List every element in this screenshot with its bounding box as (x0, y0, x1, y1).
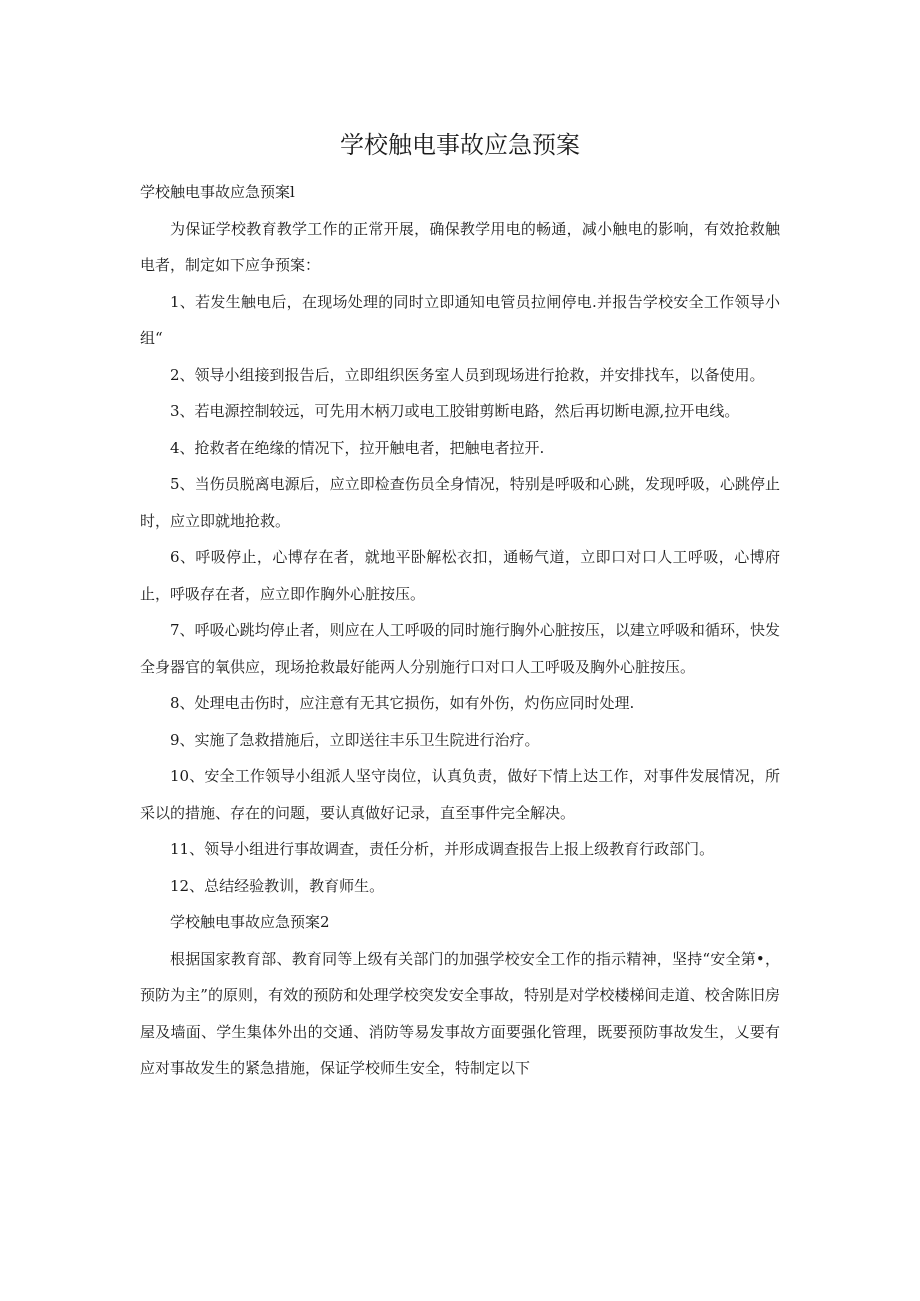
list-item-6: 6、呼吸停止，心博存在者，就地平卧解松衣扣，通畅气道，立即口对口人工呼吸，心博府止，呼吸存在者，应立即作胸外心脏按压。 (140, 548, 780, 603)
list-item-11: 11、领导小组进行事故调查，责任分析，并形成调查报告上报上级教育行政部门。 (170, 840, 715, 858)
document-body (140, 174, 780, 1087)
list-item-10: 10、安全工作领导小组派人坚守岗位，认真负责，做好下情上达工作，对事件发展情况，所采以的措施、存在的问题，要认真做好记录，直至事件完全解决。 (140, 767, 780, 822)
list-item-4: 4、抢救者在绝缘的情况下，拉开触电者，把触电者拉开. (170, 438, 545, 457)
list-item-3: 3、若电源控制较远，可先用木柄刀或电工胶钳剪断电路，然后再切断电源,拉开电线。 (170, 402, 740, 420)
section-heading-2: 学校触电事故应急预案2 (170, 913, 330, 931)
section-heading-1: 学校触电事故应急预案l (140, 183, 295, 201)
list-item-1: 1、若发生触电后，在现场处理的同时立即通知电管员拉闸停电.并报告学校安全工作领导小组“ (140, 292, 780, 347)
list-item-9: 9、实施了急救措施后，立即送往丰乐卫生院进行治疗。 (170, 730, 540, 749)
list-item-12: 12、总结经验教训，教育师生。 (170, 876, 385, 895)
list-item-8: 8、处理电击伤时，应注意有无其它损伤，如有外伤，灼伤应同时处理. (170, 694, 635, 712)
list-item-5: 5、当伤员脱离电源后，应立即检查伤员全身情况，特别是呼吸和心跳，发现呼吸，心跳停止时，应立即就地抢救。 (140, 475, 780, 530)
section-2-paragraph: 根据国家教育部、教育同等上级有关部门的加强学校安全工作的指示精神，坚持“安全第•，预防为主”的原则，有效的预防和处理学校突发安全事故，特别是对学校楼梯间走道、校舍陈旧房屋及墙面、学生集体外出的交通、消防等易发事故方面要强化管理，既要预防事故发生，乂要有应对事故发生的紧急措施，保证学校师生安全，特制定以下 (140, 949, 780, 1077)
intro-paragraph: 为保证学校教育教学工作的正常开展，确保教学用电的畅通，减小触电的影响，有效抢救触电者，制定如下应争预案： (140, 219, 780, 274)
document-title: 学校触电事故应急预案 (340, 131, 580, 159)
list-item-2: 2、领导小组接到报告后，立即组织医务室人员到现场进行抢救，并安排找车，以备使用。 (170, 365, 765, 384)
list-item-7: 7、呼吸心跳均停止者，则应在人工呼吸的同时施行胸外心脏按压，以建立呼吸和循环，快发全身器官的氧供应，现场抢救最好能两人分别施行口对口人工呼吸及胸外心脏按压。 (140, 621, 780, 676)
